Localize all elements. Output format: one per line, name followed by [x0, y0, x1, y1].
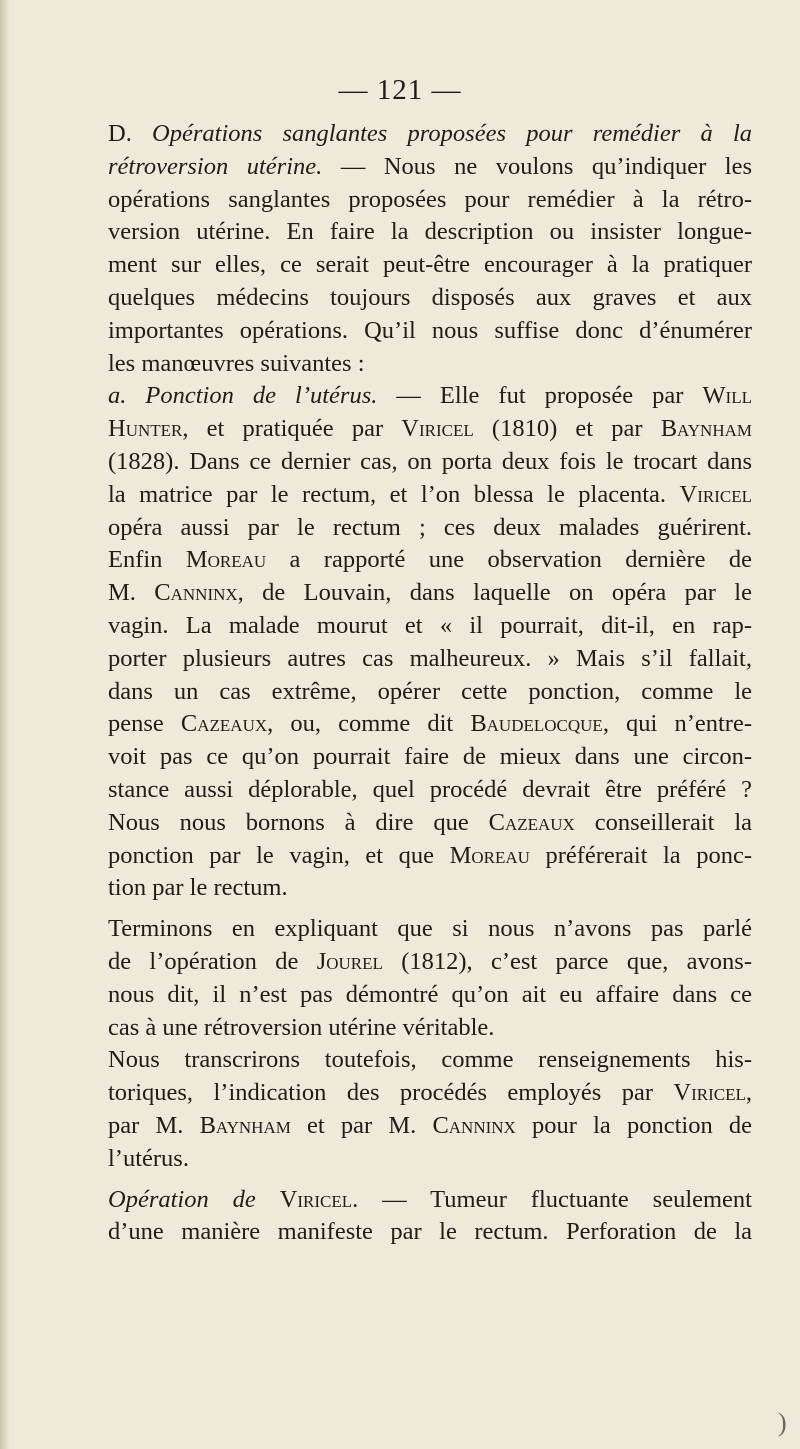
- text-line: de l’opération de Jourel (1812), c’est parce que, avons-: [108, 947, 752, 975]
- paragraph-transcription: [84, 1044, 752, 1175]
- text-line: D. Opérations sanglantes proposées pour remédier à la: [108, 120, 752, 147]
- text-line: M. Canninx, de Louvain, dans laquelle on opéra par le: [108, 579, 752, 607]
- text-line: opéra aussi par le rectum ; ces deux malades guérirent.: [108, 513, 752, 541]
- text-line: version utérine. En faire la description ou insister longue-: [108, 218, 752, 246]
- text-line: les manœuvres suivantes :: [108, 349, 365, 377]
- text-line: d’une manière manifeste par le rectum. Perforation de la: [108, 1218, 752, 1246]
- text-line: rétroversion utérine. — Nous ne voulons qu’indiquer les: [108, 152, 752, 180]
- text-line: ponction par le vagin, et que Moreau préférerait la ponc-: [108, 841, 752, 869]
- text-line: dans un cas extrême, opérer cette ponction, comme le: [108, 677, 752, 705]
- text-line: nous dit, il n’est pas démontré qu’on ait eu affaire dans ce: [108, 980, 752, 1008]
- paragraph-section-d: [84, 118, 752, 380]
- text-line: Opération de Viricel. — Tumeur fluctuante seulement: [108, 1185, 752, 1213]
- text-line: Nous nous bornons à dire que Cazeaux conseillerait la: [108, 808, 753, 836]
- text-line: opérations sanglantes proposées pour remédier à la rétro-: [108, 185, 752, 213]
- text-line: la matrice par le rectum, et l’on blessa le placenta. Viricel: [108, 480, 752, 508]
- text-line: cas à une rétroversion utérine véritable.: [108, 1013, 495, 1041]
- text-line: Terminons en expliquant que si nous n’avons pas parlé: [108, 915, 752, 943]
- page-number: — 121 —: [338, 74, 462, 106]
- text-line: porter plusieurs autres cas malheureux. » Mais s’il fallait,: [108, 644, 752, 672]
- text-line: pense Cazeaux, ou, comme dit Baudelocque, qui n’entre-: [108, 710, 752, 738]
- text-line: (1828). Dans ce dernier cas, on porta deux fois le trocart dans: [108, 447, 752, 475]
- text-line: par M. Baynham et par M. Canninx pour la ponction de: [108, 1111, 752, 1139]
- paragraph-gap: [84, 905, 752, 913]
- text-line: quelques médecins toujours disposés aux graves et aux: [108, 283, 752, 311]
- page-binding-edge: [0, 0, 10, 1449]
- page-body: [84, 118, 752, 1249]
- paragraph-ponction: [84, 380, 752, 905]
- text-line: toriques, l’indication des procédés employés par Viricel,: [108, 1079, 752, 1107]
- text-line: Nous transcrirons toutefois, comme renseignements his-: [108, 1046, 752, 1074]
- text-line: l’utérus.: [108, 1144, 189, 1172]
- text-line: vagin. La malade mourut et « il pourrait, dit-il, en rap-: [108, 611, 752, 639]
- text-line: importantes opérations. Qu’il nous suffise donc d’énumérer: [108, 316, 752, 344]
- text-line: stance aussi déplorable, quel procédé devrait être préféré ?: [108, 775, 752, 803]
- paragraph-conclusion: [84, 913, 752, 1044]
- text-line: ment sur elles, ce serait peut-être encourager à la pratiquer: [108, 251, 752, 279]
- page-edge-mark: ): [778, 1408, 787, 1437]
- text-line: tion par le rectum.: [108, 874, 288, 902]
- text-line: a. Ponction de l’utérus. — Elle fut proposée par Will: [108, 382, 752, 410]
- text-line: voit pas ce qu’on pourrait faire de mieux dans une circon-: [108, 743, 752, 771]
- paragraph-gap: [84, 1176, 752, 1184]
- text-line: Enfin Moreau a rapporté une observation dernière de: [108, 546, 752, 574]
- text-line: Hunter, et pratiquée par Viricel (1810) et par Baynham: [108, 415, 752, 443]
- paragraph-operation-viricel: [84, 1184, 752, 1250]
